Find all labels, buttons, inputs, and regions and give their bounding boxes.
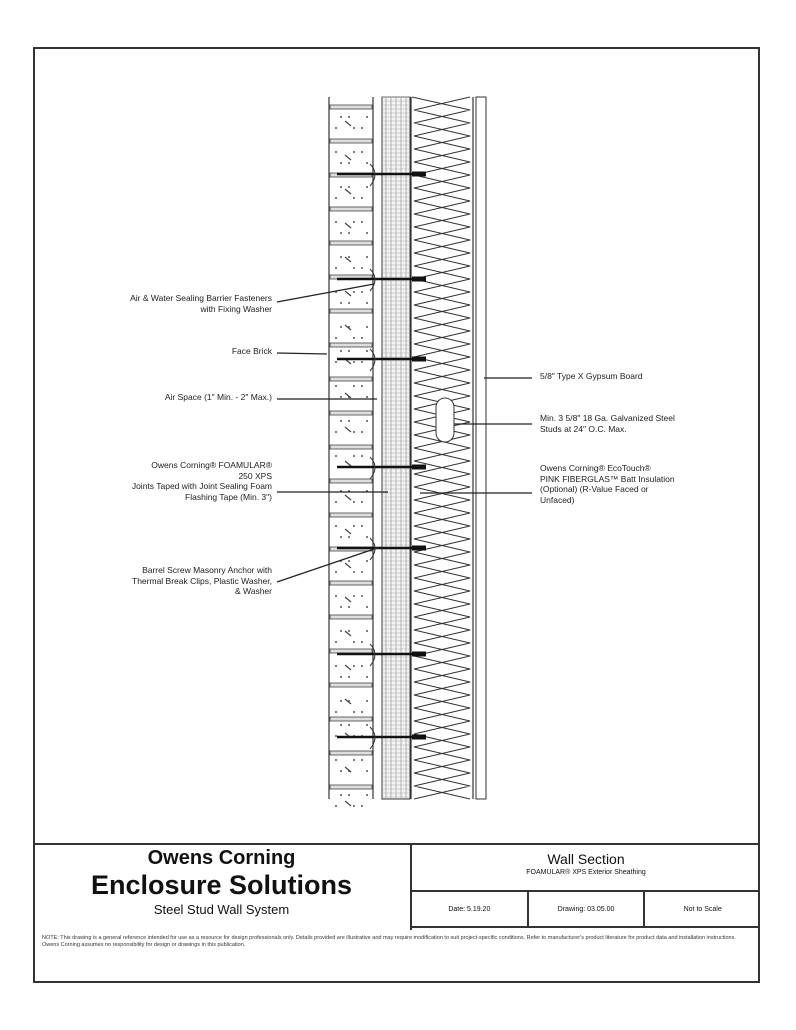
brick-speckle	[345, 631, 351, 636]
mortar-joint	[330, 615, 372, 619]
gypsum-board	[476, 97, 486, 799]
callout-label	[130, 293, 272, 314]
brick-speckle	[366, 256, 368, 258]
brick-speckle	[361, 127, 363, 129]
brick-speckle	[335, 711, 337, 713]
brick-speckle	[335, 455, 337, 457]
callout-label	[540, 463, 675, 505]
brick-speckle	[340, 606, 342, 608]
brick-speckle	[340, 770, 342, 772]
brick-speckle	[361, 455, 363, 457]
mortar-joint	[330, 751, 372, 755]
brick-speckle	[335, 595, 337, 597]
mortar-joint	[330, 309, 372, 313]
brick-speckle	[353, 665, 355, 667]
brick-speckle	[348, 606, 350, 608]
brick-speckle	[353, 571, 355, 573]
mortar-joint	[330, 377, 372, 381]
brick-speckle	[340, 630, 342, 632]
brick-speckle	[353, 337, 355, 339]
brick-speckle	[345, 461, 351, 466]
brick-speckle	[361, 501, 363, 503]
brick-speckle	[340, 536, 342, 538]
brick-speckle	[361, 571, 363, 573]
brick-speckle	[348, 630, 350, 632]
brick-speckle	[361, 711, 363, 713]
callout-line: Barrel Screw Masonry Anchor with	[142, 565, 272, 575]
callout-line: Owens Corning® FOAMULAR®	[151, 460, 272, 470]
disclaimer-note: NOTE: This drawing is a general reference intended for use as a resource for design professionals only. Details provided are illustrative and may require modification to suit project-specific conditions. Refer to manufacturer's product literature for product data and installation instructions. Owens Corning assumes no responsibility for design or drawings in this publication.	[42, 935, 736, 948]
brick-speckle	[340, 232, 342, 234]
callout-line: Owens Corning® EcoTouch®	[540, 463, 651, 473]
callout-label	[540, 413, 675, 434]
brick-speckle	[335, 641, 337, 643]
brick-speckle	[353, 127, 355, 129]
brick-speckle	[353, 711, 355, 713]
callout-line: (Optional) (R-Value Faced or	[540, 484, 649, 494]
callout-line: Face Brick	[231, 346, 272, 356]
brick-speckle	[335, 735, 337, 737]
brick-speckle	[353, 197, 355, 199]
brick-speckle	[366, 186, 368, 188]
brick-speckle	[335, 385, 337, 387]
brick-speckle	[361, 525, 363, 527]
brick-speckle	[340, 676, 342, 678]
brick-speckle	[345, 665, 351, 670]
callout-line: 250 XPS	[238, 470, 272, 481]
brick-speckle	[361, 197, 363, 199]
brick-speckle	[335, 127, 337, 129]
mortar-joint	[330, 411, 372, 415]
brick-speckle	[345, 563, 351, 568]
brick-speckle	[366, 116, 368, 118]
mortar-joint	[330, 649, 372, 653]
leader-line	[277, 284, 374, 302]
callout-label	[232, 346, 272, 357]
brick-speckle	[361, 805, 363, 807]
brick-speckle	[353, 759, 355, 761]
brick-speckle	[345, 529, 351, 534]
leader-line	[277, 353, 327, 354]
brick-speckle	[348, 794, 350, 796]
batt-insulation	[412, 97, 470, 799]
brick-speckle	[345, 427, 351, 432]
brick-speckle	[353, 221, 355, 223]
brick-speckle	[348, 724, 350, 726]
brick-speckle	[348, 162, 350, 164]
drawing-number-cell: Drawing: 03.05.00	[529, 892, 646, 926]
brick-speckle	[345, 257, 351, 262]
brick-speckle	[345, 223, 351, 228]
brick-speckle	[345, 121, 351, 126]
mortar-joint	[330, 479, 372, 483]
brand-block	[33, 845, 412, 930]
brick-speckle	[340, 302, 342, 304]
brick-speckle	[345, 325, 351, 330]
brick-speckle	[345, 189, 351, 194]
brick-speckle	[353, 455, 355, 457]
sheet-subtitle: FOAMULAR® XPS Exterior Sheathing	[526, 869, 646, 876]
brick-speckle	[348, 350, 350, 352]
brick-speckle	[361, 291, 363, 293]
callout-line: with Fixing Washer	[200, 303, 272, 314]
brick-speckle	[366, 724, 368, 726]
mortar-joint	[330, 445, 372, 449]
brick-speckle	[335, 221, 337, 223]
brick-speckle	[353, 385, 355, 387]
brick-speckle	[361, 595, 363, 597]
wall-section-drawing	[35, 49, 762, 845]
brick-speckle	[335, 151, 337, 153]
brick-speckle	[340, 724, 342, 726]
brick-speckle	[340, 420, 342, 422]
brick-speckle	[361, 665, 363, 667]
callout-line: & Washer	[234, 586, 272, 596]
brick-speckle	[353, 595, 355, 597]
brick-speckle	[361, 267, 363, 269]
scale-cell: Not to Scale	[683, 905, 722, 913]
system-name: Steel Stud Wall System	[153, 902, 290, 917]
brick-speckle	[366, 420, 368, 422]
mortar-joint	[330, 513, 372, 517]
callout-line: Joints Taped with Joint Sealing Foam	[131, 481, 272, 491]
brick-speckle	[366, 350, 368, 352]
brick-speckle	[366, 630, 368, 632]
brick-speckle	[353, 805, 355, 807]
brick-speckle	[366, 232, 368, 234]
date-cell: Date: 5.19.20	[412, 892, 529, 926]
anchor-screw-head	[412, 277, 426, 282]
brick-speckle	[345, 767, 351, 772]
callout-label	[540, 371, 643, 382]
brick-speckle	[366, 326, 368, 328]
brick-speckle	[335, 759, 337, 761]
callout-line: Flashing Tape (Min. 3")	[185, 491, 272, 502]
brick-speckle	[340, 350, 342, 352]
brick-speckle	[340, 326, 342, 328]
brick-speckle	[361, 385, 363, 387]
callout-line: Air & Water Sealing Barrier Fasteners	[130, 293, 272, 303]
brick-speckle	[353, 151, 355, 153]
callout-line: Studs at 24" O.C. Max.	[540, 423, 627, 434]
mortar-joint	[330, 139, 372, 143]
brick-speckle	[345, 495, 351, 500]
anchor-screw-head	[412, 735, 426, 740]
brick-speckle	[340, 116, 342, 118]
mortar-joint	[330, 581, 372, 585]
product-name: Enclosure Solutions	[90, 870, 353, 900]
brick-speckle	[366, 560, 368, 562]
mortar-joint	[330, 717, 372, 721]
mortar-joint	[330, 343, 372, 347]
brick-speckle	[348, 560, 350, 562]
brick-speckle	[335, 267, 337, 269]
callout-line: PINK FIBERGLAS™ Batt Insulation	[540, 473, 675, 484]
brick-speckle	[335, 337, 337, 339]
brick-speckle	[340, 700, 342, 702]
brick-speckle	[366, 302, 368, 304]
brick-speckle	[361, 759, 363, 761]
brick-speckle	[348, 536, 350, 538]
callout-line: Min. 3 5/8" 18 Ga. Galvanized Steel	[540, 413, 675, 423]
brick-speckle	[335, 805, 337, 807]
brick-speckle	[361, 361, 363, 363]
brick-speckle	[335, 525, 337, 527]
brick-speckle	[361, 641, 363, 643]
anchor-screw-head	[412, 172, 426, 177]
brick-speckle	[348, 256, 350, 258]
brick-speckle	[366, 676, 368, 678]
brick-speckle	[353, 361, 355, 363]
brick-speckle	[366, 770, 368, 772]
anchor-screw-head	[412, 546, 426, 551]
brick-speckle	[335, 361, 337, 363]
sheet-title: Wall Section	[547, 851, 625, 867]
brick-speckle	[353, 431, 355, 433]
brick-speckle	[340, 396, 342, 398]
brick-speckle	[345, 597, 351, 602]
brick-speckle	[361, 431, 363, 433]
brick-speckle	[340, 794, 342, 796]
brick-speckle	[353, 641, 355, 643]
brick-speckle	[366, 700, 368, 702]
mortar-joint	[330, 105, 372, 109]
callout-line: Air Space (1" Min. - 2" Max.)	[164, 392, 272, 402]
sheet-info	[412, 845, 760, 930]
brick-speckle	[340, 162, 342, 164]
callout-line: Thermal Break Clips, Plastic Washer,	[132, 575, 272, 586]
mortar-joint	[330, 241, 372, 245]
brick-speckle	[345, 801, 351, 806]
title-block	[33, 843, 760, 930]
brick-speckle	[353, 525, 355, 527]
brick-speckle	[335, 501, 337, 503]
brick-speckle	[353, 501, 355, 503]
anchor-screw-head	[412, 652, 426, 657]
brick-speckle	[348, 186, 350, 188]
brick-speckle	[335, 197, 337, 199]
brick-speckle	[345, 393, 351, 398]
callout-label	[132, 565, 272, 597]
brick-speckle	[345, 291, 351, 296]
brick-speckle	[366, 606, 368, 608]
callout-label	[165, 392, 272, 403]
brick-speckle	[366, 396, 368, 398]
brick-speckle	[353, 291, 355, 293]
anchor-screw-head	[412, 465, 426, 470]
brick-speckle	[335, 571, 337, 573]
brand-name: Owens Corning	[147, 847, 296, 869]
callout-line: Unfaced)	[540, 494, 575, 505]
brick-speckle	[366, 162, 368, 164]
brick-speckle	[348, 232, 350, 234]
brick-speckle	[340, 186, 342, 188]
brick-speckle	[348, 676, 350, 678]
mortar-joint	[330, 785, 372, 789]
callout-label	[132, 460, 272, 502]
brick-speckle	[366, 794, 368, 796]
brick-speckle	[348, 116, 350, 118]
mortar-joint	[330, 683, 372, 687]
brick-speckle	[361, 221, 363, 223]
brick-speckle	[353, 267, 355, 269]
brick-speckle	[361, 337, 363, 339]
brick-speckle	[348, 302, 350, 304]
brick-speckle	[345, 155, 351, 160]
brick-speckle	[348, 420, 350, 422]
brick-speckle	[335, 665, 337, 667]
brick-speckle	[340, 256, 342, 258]
brick-speckle	[345, 699, 351, 704]
steel-stud-section	[436, 398, 454, 442]
callout-line: 5/8" Type X Gypsum Board	[540, 371, 643, 381]
batt-insulation	[414, 97, 470, 799]
brick-speckle	[366, 536, 368, 538]
brick-speckle	[335, 431, 337, 433]
anchor-screw-head	[412, 357, 426, 362]
brick-speckle	[361, 151, 363, 153]
mortar-joint	[330, 207, 372, 211]
